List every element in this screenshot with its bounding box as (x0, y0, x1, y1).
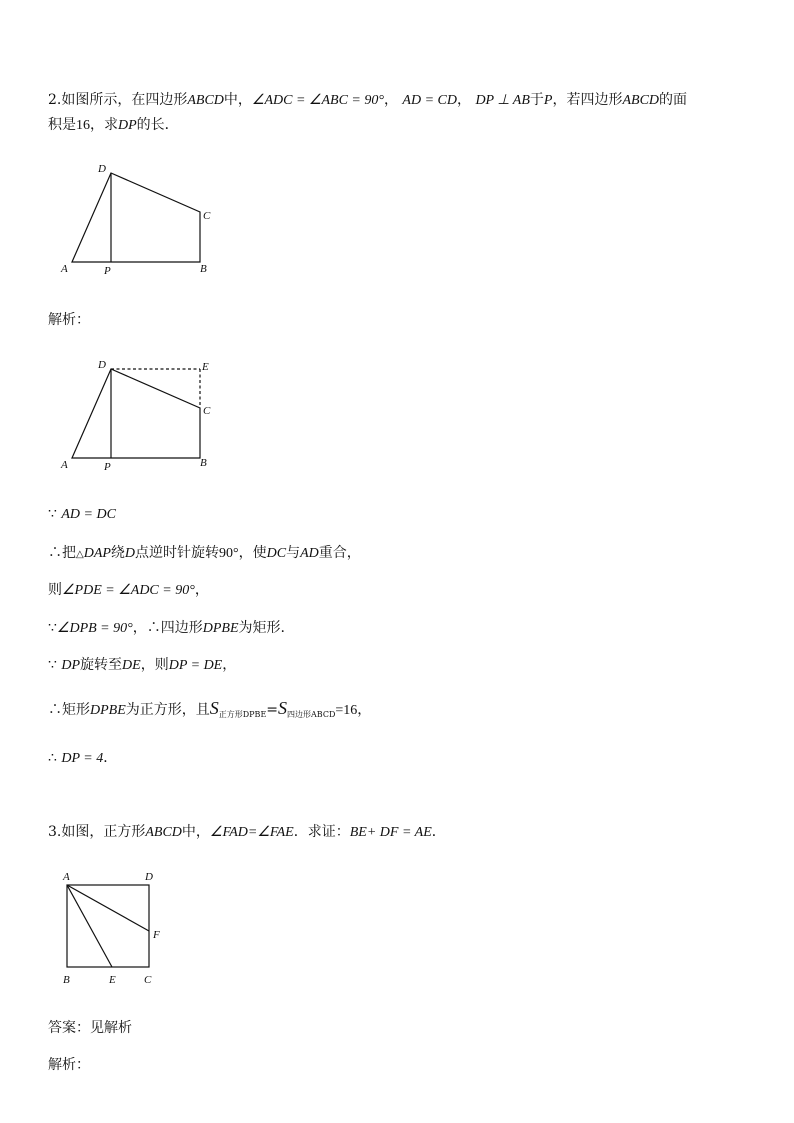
step-text: ， (222, 657, 237, 673)
quadrilateral-abcd (72, 173, 200, 262)
label-b: B (200, 457, 207, 469)
step-expr: DE (122, 658, 141, 673)
step-text: 把 (62, 545, 76, 561)
step-text: ， (194, 582, 209, 598)
step-text: ，使 (238, 545, 267, 561)
solution-step-4 (48, 617, 285, 637)
area-subscript: 正方形DPBE (218, 710, 267, 719)
q3-line-1 (48, 821, 446, 841)
label-c: C (203, 210, 211, 222)
q2-line-2 (48, 114, 179, 134)
q2-text: ，若四边形 (552, 92, 623, 108)
step-expr: DP = DE (168, 658, 223, 673)
label-c: C (203, 405, 211, 417)
q2-dp: DP (118, 118, 137, 133)
step-text: 与 (286, 545, 301, 561)
label-f: F (153, 929, 160, 941)
step-expr: ∠DPB = 90° (56, 621, 133, 636)
q3-text: ．求证： (293, 824, 350, 840)
step-text: 绕 (110, 545, 125, 561)
step-expr: DP (61, 658, 81, 673)
label-p: P (104, 461, 111, 473)
solution-step-1 (48, 506, 116, 523)
q3-abcd: ABCD (145, 825, 182, 840)
step-expr: DP = 4 (61, 751, 104, 766)
q3-answer: 答案：见解析 (48, 1020, 132, 1036)
q2-ad-cd: AD = CD (402, 93, 457, 108)
step-text: = (266, 702, 279, 718)
q3-figure (55, 866, 175, 990)
step-expr: DAP (83, 546, 111, 561)
q2-text: 的面 (659, 92, 688, 108)
step-text: ． (103, 750, 118, 766)
label-d: D (98, 163, 106, 175)
label-a: A (61, 459, 68, 471)
step-text: 重合， (318, 545, 361, 561)
solution-step-3 (48, 579, 209, 599)
q3-expr: BE+ DF = AE (349, 825, 432, 840)
therefore-symbol: ∴ (48, 750, 57, 766)
q3-angle-eq: ∠FAD=∠FAE (209, 825, 294, 840)
q2-text: 如图所示，在四边形 (61, 92, 188, 108)
step-text: ， (357, 702, 372, 718)
q2-text: ，求 (90, 117, 118, 133)
q2-text: 中， (223, 92, 252, 108)
solution-step-6 (48, 698, 371, 719)
therefore-symbol: ∴ (48, 545, 62, 561)
label-e: E (109, 974, 116, 986)
therefore-symbol: ∴ (48, 702, 62, 718)
label-p: P (104, 265, 111, 277)
step-expr: 90° (219, 546, 239, 561)
step-expr: DC (266, 546, 287, 561)
step-text: ，∴四边形 (132, 620, 203, 636)
step-text: 旋转至 (80, 657, 123, 673)
q2-abcd: ABCD (622, 93, 660, 108)
q3-text: 如图，正方形 (61, 824, 146, 840)
because-symbol: ∵ (48, 657, 57, 673)
label-a: A (61, 263, 68, 275)
q3-number: 3. (48, 824, 62, 840)
q3-analysis-label: 解析： (48, 1057, 90, 1073)
because-symbol: ∵ (48, 506, 57, 522)
square-abcd (67, 885, 149, 967)
step-text: 为矩形. (238, 620, 285, 636)
solution-step-7 (48, 747, 117, 767)
solution-step-2 (48, 542, 361, 562)
q2-text: 积是 (48, 117, 76, 133)
q2-p: P (543, 93, 553, 108)
solution-label: 解析： (48, 312, 90, 328)
label-d: D (145, 871, 153, 883)
solution-figure (55, 354, 225, 474)
q2-number: 2. (48, 92, 62, 108)
step-expr: DPBE (202, 621, 239, 636)
q3-text: 中， (181, 824, 210, 840)
step-text: 点逆时针旋转 (135, 545, 220, 561)
q2-area: 16 (76, 118, 90, 133)
step-expr: ∠PDE = ∠ADC = 90° (62, 583, 195, 598)
step-text: 矩形 (62, 702, 90, 718)
triangle-symbol: △ (76, 549, 84, 560)
because-symbol: ∵ (48, 620, 57, 636)
q2-text: 的长． (136, 117, 179, 133)
label-e: E (202, 361, 209, 373)
area-subscript: 四边形ABCD (287, 710, 336, 719)
step-expr: AD = DC (61, 507, 116, 522)
q2-figure (55, 158, 225, 278)
step-text: 为正方形，且 (125, 702, 210, 718)
solution-step-5 (48, 654, 236, 674)
label-b: B (200, 263, 207, 275)
step-expr: D (124, 546, 136, 561)
step-expr: =16 (335, 703, 358, 718)
q2-dp-ab: DP ⊥ AB (475, 93, 530, 108)
step-expr: AD (300, 546, 319, 561)
label-b: B (63, 974, 70, 986)
area-symbol: S (278, 698, 288, 718)
q2-text: 于 (529, 92, 544, 108)
label-c: C (144, 974, 152, 986)
q3-text: ． (431, 824, 446, 840)
label-d: D (98, 359, 106, 371)
quadrilateral-abcd (72, 369, 200, 458)
step-expr: DPBE (90, 703, 126, 718)
step-text: 则 (48, 582, 62, 598)
q2-abcd: ABCD (187, 93, 224, 108)
label-a: A (63, 871, 70, 883)
step-text: ，则 (140, 657, 169, 673)
q2-line-1: 2.如图所示，在四边形ABCD中，∠ADC = ∠ABC = 90°， AD = CD， DP ⊥ AB于P，若四边形ABCD的面 (48, 92, 688, 108)
q2-angle-eq: ∠ADC = ∠ABC = 90° (251, 93, 384, 108)
area-symbol: S (209, 698, 219, 718)
